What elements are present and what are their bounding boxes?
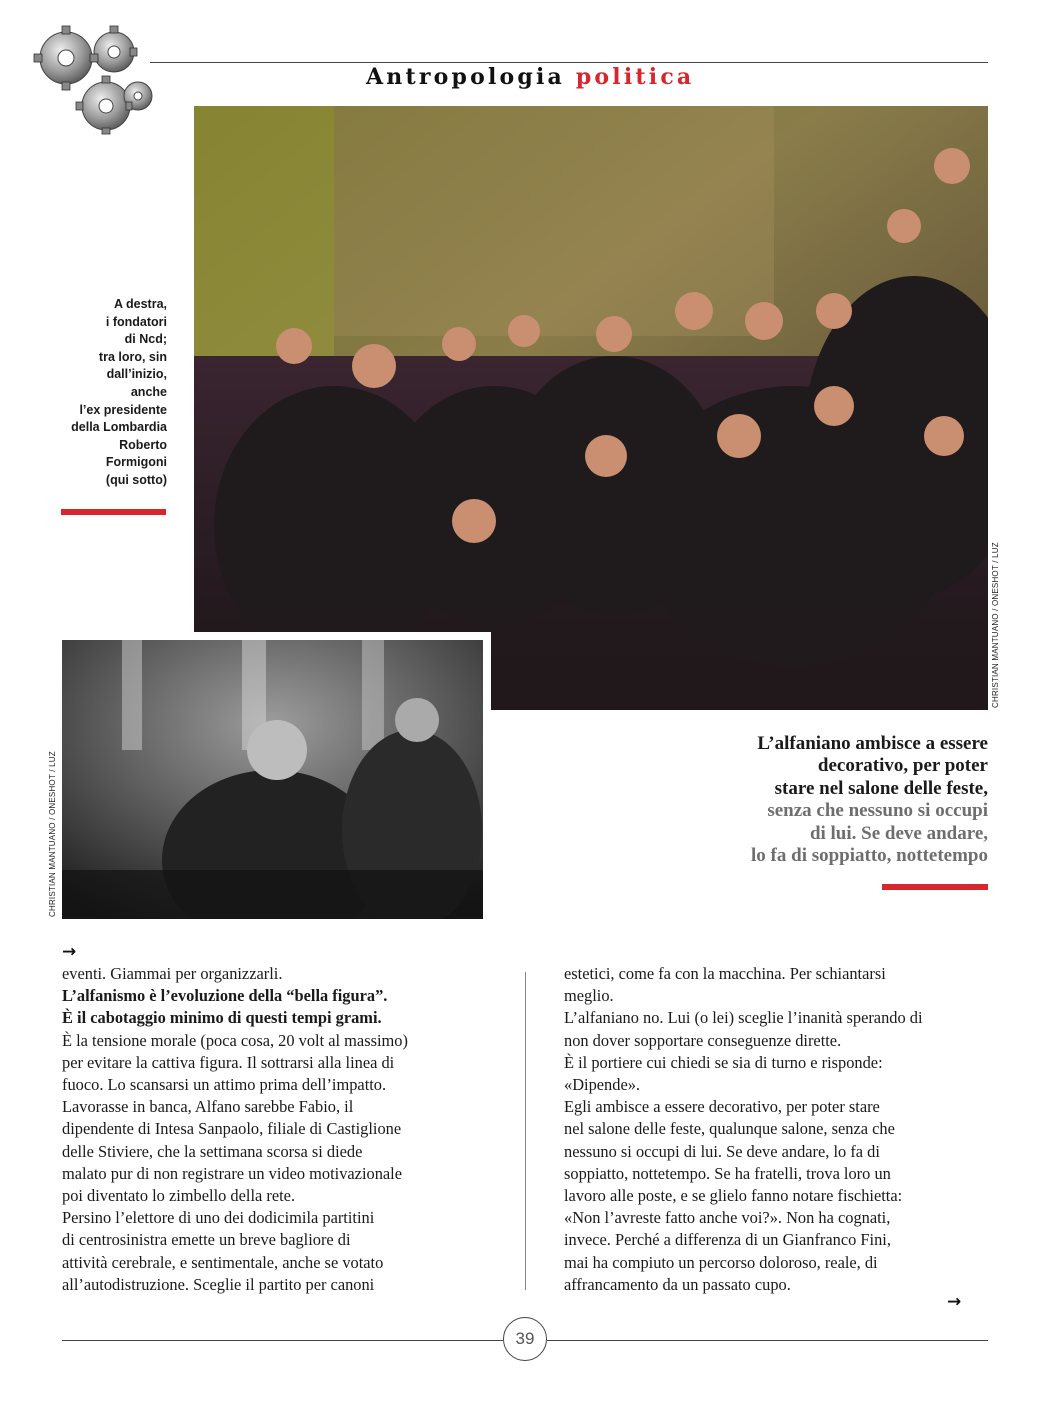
body-line: È il portiere cui chiedi se sia di turno e risponde:: [564, 1052, 883, 1072]
body-line: non dover sopportare conseguenze dirette.: [564, 1030, 842, 1050]
pull-quote-line: di lui. Se deve andare,: [809, 822, 988, 844]
next-page-arrow-icon: →: [947, 1292, 962, 1312]
small-photo-portrait: [62, 640, 483, 919]
page-number: 39: [503, 1317, 547, 1361]
body-line: «Dipende».: [564, 1075, 641, 1095]
footer-rule-right: [547, 1340, 988, 1341]
body-line: invece. Perché a differenza di un Gianfranco Fini,: [564, 1230, 891, 1250]
body-line: L’alfanismo è l’evoluzione della “bella figura”.: [62, 986, 388, 1006]
body-line: per evitare la cattiva figura. Il sottrarsi alla linea di: [62, 1052, 395, 1072]
body-line: Lavorasse in banca, Alfano sarebbe Fabio, il: [62, 1097, 354, 1117]
pull-quote-line: senza che nessuno si occupi: [767, 800, 988, 822]
caption-line: i fondatori: [105, 314, 167, 329]
section-title-word1: Antropologia: [366, 64, 565, 90]
body-line: attività cerebrale, e sentimentale, anche se votato: [62, 1252, 384, 1272]
caption-line: tra loro, sin: [98, 349, 167, 364]
caption-line: l’ex presidente: [79, 402, 167, 417]
section-title: [366, 64, 694, 90]
caption-line: Roberto: [119, 437, 167, 452]
body-line: eventi. Giammai per organizzarli.: [62, 964, 283, 983]
body-line: meglio.: [564, 986, 614, 1006]
caption-red-bar: [61, 509, 166, 515]
body-line: L’alfaniano no. Lui (o lei) sceglie l’inanità sperando di: [564, 1008, 923, 1028]
body-line: Persino l’elettore di uno dei dodicimila partitini: [62, 1208, 375, 1228]
small-photo-credit: CHRISTIAN MANTUANO / ONESHOT / LUZ: [48, 751, 57, 917]
body-line: È il cabotaggio minimo di questi tempi grami.: [62, 1008, 382, 1028]
body-line: Egli ambisce a essere decorativo, per poter stare: [564, 1097, 880, 1117]
body-line: «Non l’avreste fatto anche voi?». Non ha cognati,: [564, 1208, 891, 1228]
pull-quote-line: stare nel salone delle feste,: [774, 777, 988, 799]
caption-line: (qui sotto): [105, 472, 167, 487]
body-column-right: [564, 963, 988, 1296]
continuation-arrow-icon: →: [62, 942, 77, 962]
small-photo: [54, 632, 491, 927]
body-line: poi diventato lo zimbello della rete.: [62, 1186, 296, 1206]
body-column-left: [62, 963, 492, 1296]
pull-quote: [658, 733, 988, 867]
section-title-word2: politica: [575, 64, 695, 90]
pull-quote-line: decorativo, per poter: [817, 755, 988, 777]
main-photo: [194, 106, 988, 710]
column-divider: [525, 972, 526, 1290]
pull-quote-red-bar: [882, 884, 988, 890]
body-line: dipendente di Intesa Sanpaolo, filiale di Castiglione: [62, 1119, 402, 1139]
body-line: nessuno si occupi di lui. Se deve andare, lo fa di: [564, 1141, 880, 1161]
main-photo-crowd: [194, 106, 988, 710]
body-line: fuoco. Lo scansarsi un attimo prima dell’impatto.: [62, 1075, 387, 1095]
main-photo-credit: CHRISTIAN MANTUANO / ONESHOT / LUZ: [991, 542, 1000, 708]
footer-rule-left: [62, 1340, 503, 1341]
caption-line: dall’inizio,: [106, 367, 167, 382]
pull-quote-line: lo fa di soppiatto, nottetempo: [751, 845, 988, 867]
body-line: malato pur di non registrare un video motivazionale: [62, 1163, 403, 1183]
body-line: lavoro alle poste, e se glielo fanno notare fischietta:: [564, 1186, 903, 1206]
body-line: mai ha compiuto un percorso doloroso, reale, di: [564, 1252, 878, 1272]
header-rule: [150, 62, 988, 63]
caption-line: A destra,: [113, 297, 167, 311]
caption-line: della Lombardia: [71, 420, 167, 435]
gears-logo-icon: [26, 18, 156, 143]
body-line: È la tensione morale (poca cosa, 20 volt al massimo): [62, 1030, 408, 1050]
photo-caption: [40, 296, 167, 490]
body-line: estetici, come fa con la macchina. Per schiantarsi: [564, 964, 886, 983]
caption-line: di Ncd;: [124, 332, 167, 347]
body-line: all’autodistruzione. Sceglie il partito per canoni: [62, 1274, 375, 1294]
pull-quote-line: L’alfaniano ambisce a essere: [757, 733, 988, 754]
caption-line: anche: [130, 384, 167, 399]
body-line: affrancamento da un passato cupo.: [564, 1274, 791, 1294]
body-line: nel salone delle feste, qualunque salone, senza che: [564, 1119, 895, 1139]
body-line: soppiatto, nottetempo. Se ha fratelli, trova loro un: [564, 1163, 891, 1183]
body-line: delle Stiviere, che la settimana scorsa si diede: [62, 1141, 363, 1161]
body-line: di centrosinistra emette un breve bagliore di: [62, 1230, 351, 1250]
caption-line: Formigoni: [105, 455, 167, 470]
